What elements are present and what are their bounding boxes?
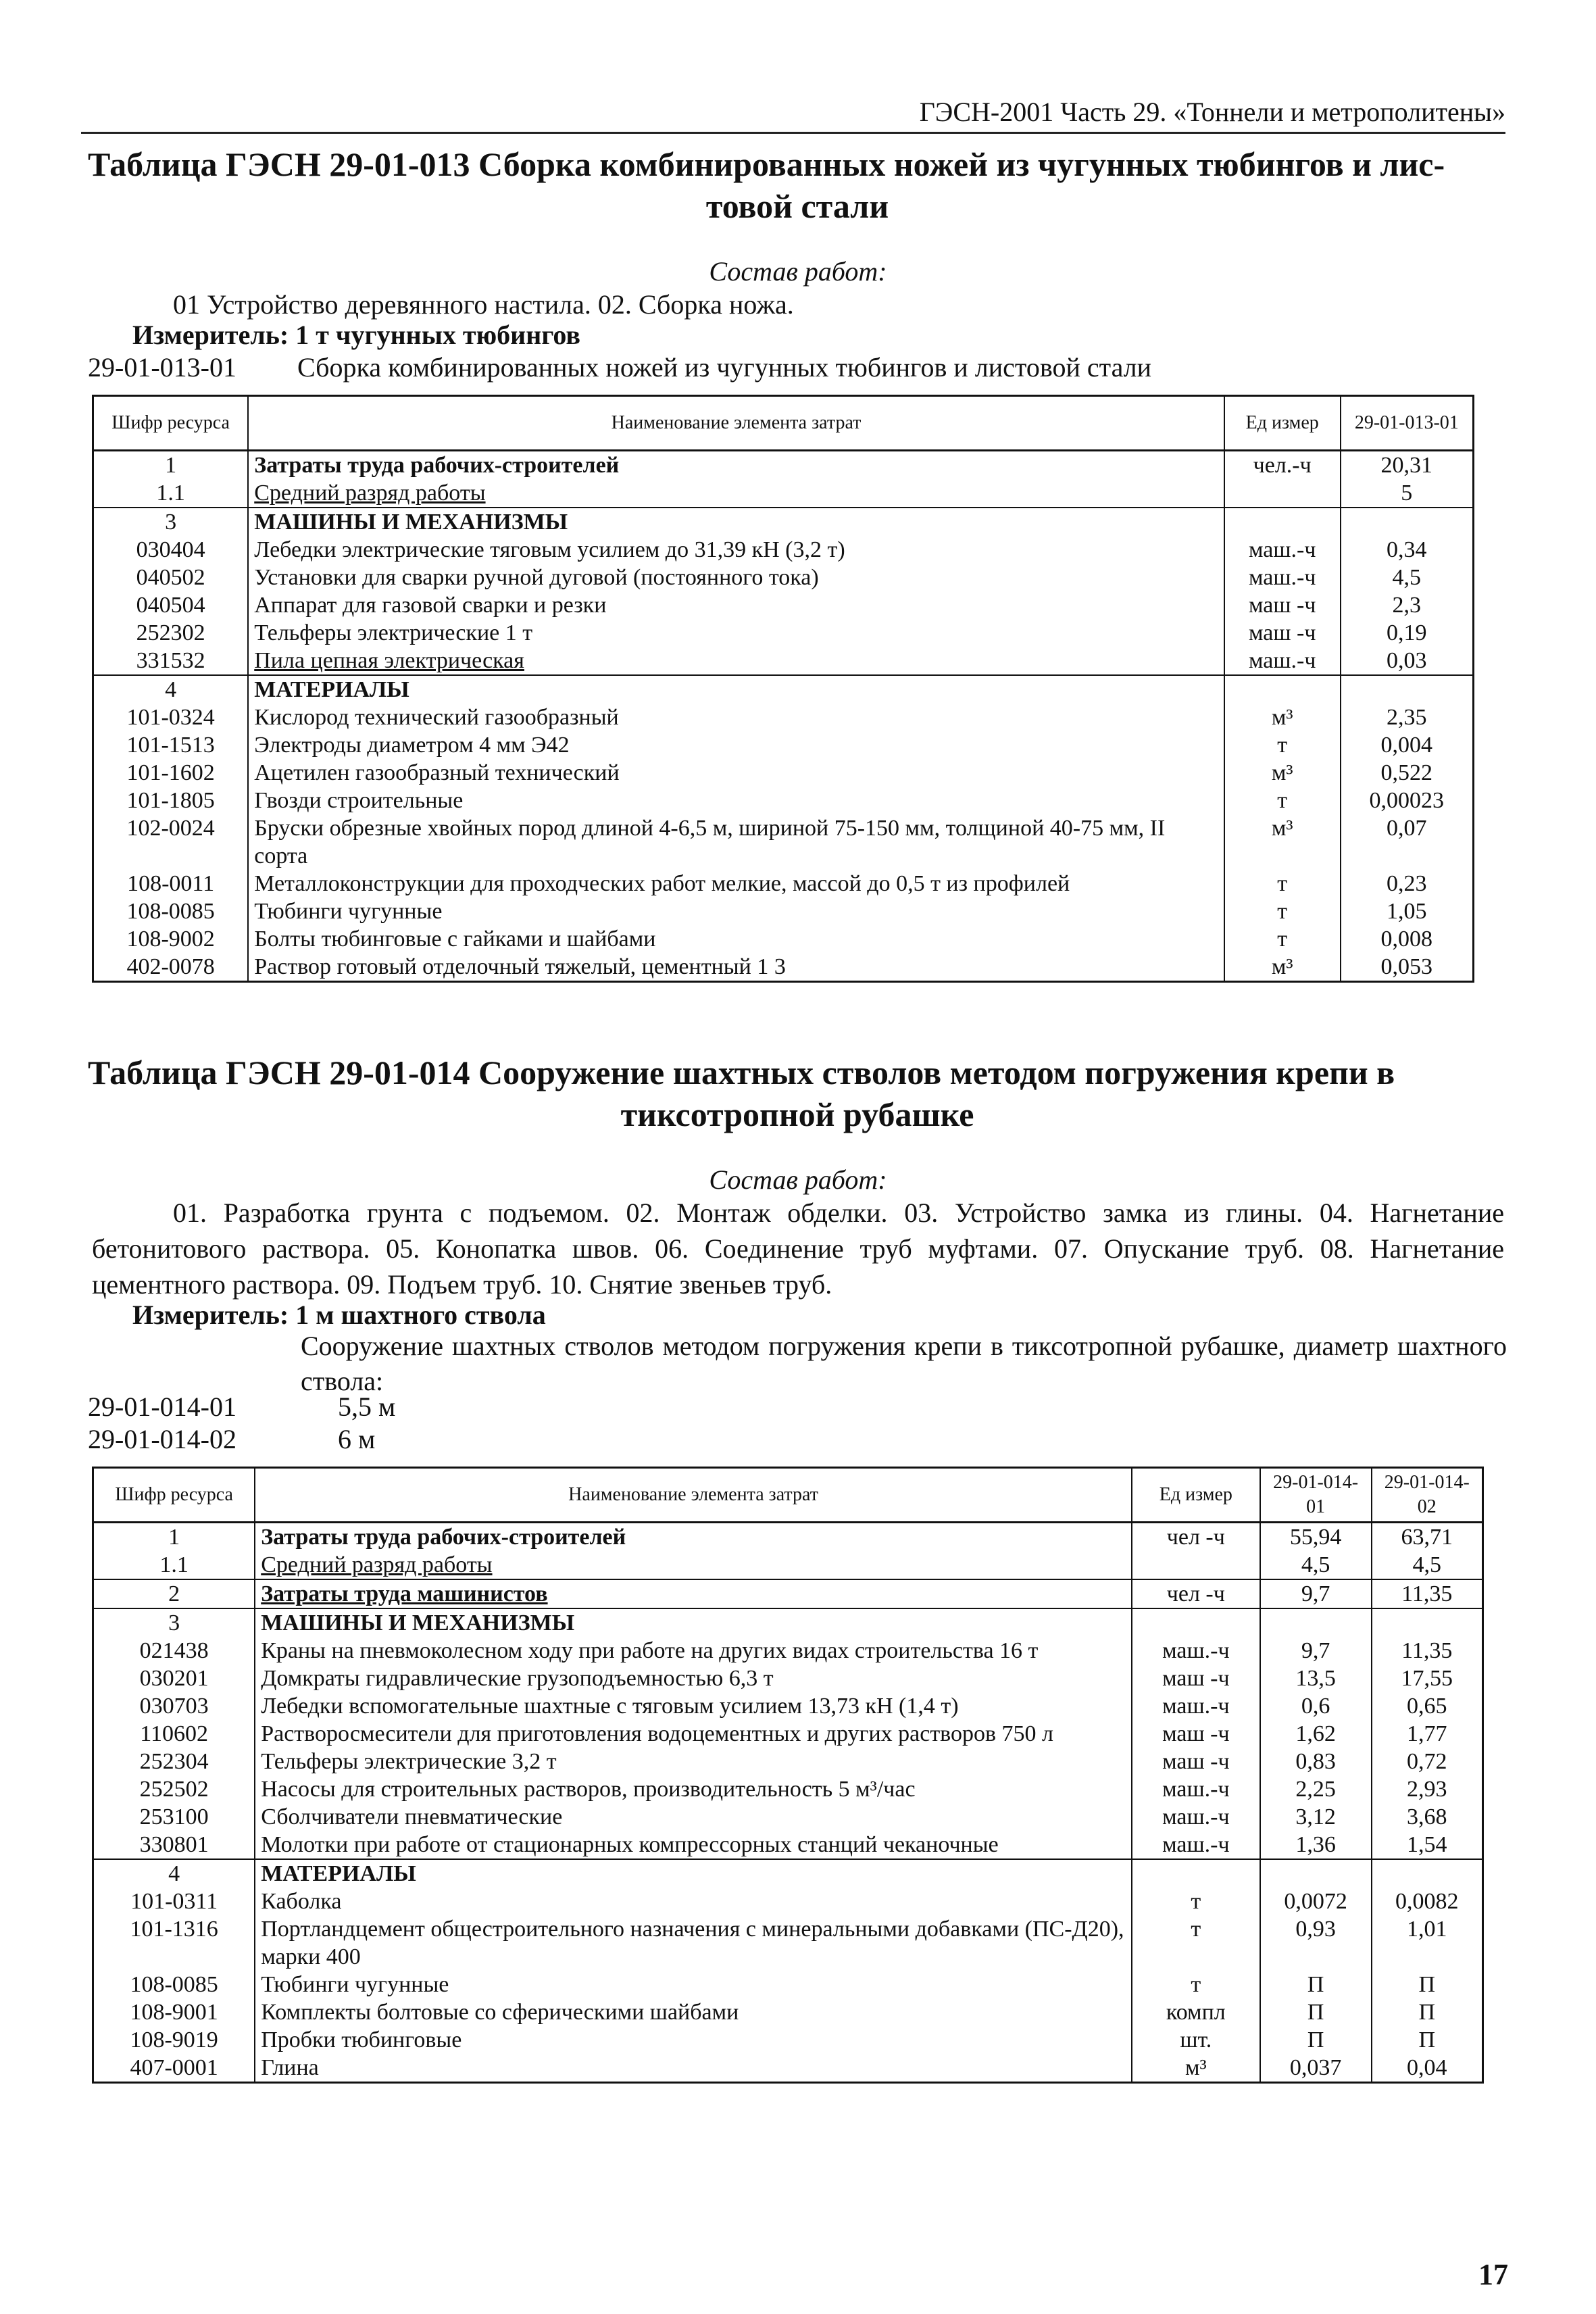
cell-v2: П [1372, 2026, 1483, 2054]
cell-code: 101-1316 [93, 1915, 255, 1971]
cell-unit: м³ [1224, 704, 1341, 731]
cell-v1: 20,31 [1341, 451, 1474, 480]
cell-unit: маш.-ч [1224, 536, 1341, 564]
cell-v1: 2,25 [1260, 1775, 1372, 1803]
cell-unit [1224, 675, 1341, 704]
table-row [93, 814, 1474, 870]
cell-unit: т [1132, 1971, 1260, 1998]
cell-v2: П [1372, 1998, 1483, 2026]
variant-code: 29-01-013-01 [88, 352, 236, 383]
table-header-row [93, 396, 1474, 451]
resource-table-29-01-013 [92, 395, 1474, 983]
table-row [93, 451, 1474, 480]
table-row [93, 2026, 1483, 2054]
cell-name: Пробки тюбинговые [255, 2026, 1132, 2054]
col-header-v2: 29-01-014-02 [1372, 1468, 1483, 1523]
cell-v1 [1341, 508, 1474, 536]
cell-code: 252302 [93, 619, 249, 647]
cell-v2: П [1372, 1971, 1483, 1998]
cell-v2: 0,04 [1372, 2054, 1483, 2083]
table-row [93, 1551, 1483, 1579]
cell-name: Аппарат для газовой сварки и резки [248, 591, 1224, 619]
cell-unit: т [1132, 1888, 1260, 1915]
table-row [93, 1888, 1483, 1915]
cell-name: Тельферы электрические 3,2 т [255, 1748, 1132, 1775]
cell-name: МАТЕРИАЛЫ [255, 1859, 1132, 1888]
cell-unit: маш.-ч [1132, 1637, 1260, 1665]
col-header-v1: 29-01-014-01 [1260, 1468, 1372, 1523]
table-row [93, 953, 1474, 982]
cell-v2: 0,72 [1372, 1748, 1483, 1775]
cell-name: Затраты труда рабочих-строителей [248, 451, 1224, 480]
cell-unit: т [1224, 731, 1341, 759]
cell-name: МАШИНЫ И МЕХАНИЗМЫ [248, 508, 1224, 536]
cell-v1 [1260, 1859, 1372, 1888]
table-row [93, 1523, 1483, 1552]
table-header-row [93, 1468, 1483, 1523]
cell-v1: 0,522 [1341, 759, 1474, 787]
composition-text: 01 Устройство деревянного настила. 02. Сборка ножа. [173, 289, 794, 320]
meter-label: Измеритель: 1 т чугунных тюбингов [132, 320, 581, 350]
cell-code: 101-0311 [93, 1888, 255, 1915]
col-header-name: Наименование элемента затрат [255, 1468, 1132, 1523]
cell-code: 4 [93, 1859, 255, 1888]
cell-unit [1224, 479, 1341, 508]
cell-unit: т [1224, 870, 1341, 897]
cell-name: Тюбинги чугунные [248, 897, 1224, 925]
cell-code: 331532 [93, 647, 249, 675]
table-row [93, 1998, 1483, 2026]
cell-v1: 0,93 [1260, 1915, 1372, 1971]
cell-code: 253100 [93, 1803, 255, 1831]
cell-v1: 0,0072 [1260, 1888, 1372, 1915]
cell-unit: чел.-ч [1224, 451, 1341, 480]
cell-code: 252304 [93, 1748, 255, 1775]
cell-name: Тельферы электрические 1 т [248, 619, 1224, 647]
cell-name: Растворосмесители для приготовления водоцементных и других растворов 750 л [255, 1720, 1132, 1748]
cell-v2 [1372, 1859, 1483, 1888]
table-row [93, 2054, 1483, 2083]
cell-code: 108-9001 [93, 1998, 255, 2026]
cell-name: Лебедки электрические тяговым усилием до 31,39 кН (3,2 т) [248, 536, 1224, 564]
table-row [93, 1859, 1483, 1888]
cell-code: 030703 [93, 1692, 255, 1720]
cell-v2: 1,54 [1372, 1831, 1483, 1859]
cell-code: 101-1513 [93, 731, 249, 759]
variant-value: 5,5 м [338, 1392, 396, 1422]
cell-v1: 0,07 [1341, 814, 1474, 870]
cell-v1: 0,053 [1341, 953, 1474, 982]
table-row [93, 1803, 1483, 1831]
col-header-v1: 29-01-013-01 [1341, 396, 1474, 451]
table-row [93, 1608, 1483, 1637]
cell-code: 108-0085 [93, 1971, 255, 1998]
cell-name: Кислород технический газообразный [248, 704, 1224, 731]
table-row [93, 591, 1474, 619]
variant-value: 6 м [338, 1424, 376, 1454]
table-row [93, 1915, 1483, 1971]
composition-heading: Состав работ: [709, 256, 887, 287]
variant-description: Сооружение шахтных стволов методом погружения крепи в тиксотропной рубашке, диаметр шахтного ствола: [301, 1331, 1507, 1396]
table-row [93, 925, 1474, 953]
resource-table-29-01-014 [92, 1467, 1484, 2084]
cell-unit: м³ [1224, 759, 1341, 787]
cell-code: 108-9019 [93, 2026, 255, 2054]
cell-v1: 0,19 [1341, 619, 1474, 647]
cell-code: 021438 [93, 1637, 255, 1665]
cell-unit [1132, 1859, 1260, 1888]
cell-name: Молотки при работе от стационарных компрессорных станций чеканочные [255, 1831, 1132, 1859]
cell-name: Краны на пневмоколесном ходу при работе на других видах строительства 16 т [255, 1637, 1132, 1665]
cell-code: 101-1602 [93, 759, 249, 787]
cell-v1: 4,5 [1260, 1551, 1372, 1579]
cell-code: 407-0001 [93, 2054, 255, 2083]
cell-v1: 5 [1341, 479, 1474, 508]
table-row [93, 1720, 1483, 1748]
cell-code: 108-0011 [93, 870, 249, 897]
cell-name: Бруски обрезные хвойных пород длиной 4-6,5 м, шириной 75-150 мм, толщиной 40-75 мм, II сорта [248, 814, 1224, 870]
cell-v1 [1260, 1608, 1372, 1637]
cell-v1: 1,05 [1341, 897, 1474, 925]
cell-unit: компл [1132, 1998, 1260, 2026]
cell-v1: 0,6 [1260, 1692, 1372, 1720]
cell-code: 030404 [93, 536, 249, 564]
cell-code: 101-0324 [93, 704, 249, 731]
cell-v1: 0,34 [1341, 536, 1474, 564]
cell-name: Установки для сварки ручной дуговой (постоянного тока) [248, 564, 1224, 591]
table-row [93, 619, 1474, 647]
cell-v1: 2,35 [1341, 704, 1474, 731]
cell-code: 040502 [93, 564, 249, 591]
cell-unit: м³ [1224, 814, 1341, 870]
cell-v1: 1,36 [1260, 1831, 1372, 1859]
cell-v1: 4,5 [1341, 564, 1474, 591]
cell-v2: 3,68 [1372, 1803, 1483, 1831]
cell-unit: маш.-ч [1132, 1692, 1260, 1720]
cell-v1: 0,83 [1260, 1748, 1372, 1775]
col-header-code: Шифр ресурса [93, 396, 249, 451]
cell-name: Портландцемент общестроительного назначения с минеральными добавками (ПС-Д20), марки 400 [255, 1915, 1132, 1971]
cell-name: МАТЕРИАЛЫ [248, 675, 1224, 704]
table-title-29-01-014: Таблица ГЭСН 29-01-014 Сооружение шахтных стволов методом погружения крепи в тиксотропной рубашке [88, 1054, 1395, 1133]
running-header: ГЭСН-2001 Часть 29. «Тоннели и метрополитены» [81, 96, 1505, 134]
col-header-unit: Ед измер [1132, 1468, 1260, 1523]
cell-unit: чел -ч [1132, 1579, 1260, 1608]
cell-unit: чел -ч [1132, 1523, 1260, 1552]
cell-unit: маш -ч [1132, 1665, 1260, 1692]
cell-code: 2 [93, 1579, 255, 1608]
cell-name: Затраты труда рабочих-строителей [255, 1523, 1132, 1552]
col-header-code: Шифр ресурса [93, 1468, 255, 1523]
cell-v1: 13,5 [1260, 1665, 1372, 1692]
cell-unit [1132, 1608, 1260, 1637]
cell-v1: 0,23 [1341, 870, 1474, 897]
cell-code: 030201 [93, 1665, 255, 1692]
cell-name: Электроды диаметром 4 мм Э42 [248, 731, 1224, 759]
cell-code: 330801 [93, 1831, 255, 1859]
cell-name: Каболка [255, 1888, 1132, 1915]
cell-v1: П [1260, 1971, 1372, 1998]
cell-unit: т [1224, 925, 1341, 953]
meter-label: Измеритель: 1 м шахтного ствола [132, 1300, 546, 1330]
table-row [93, 731, 1474, 759]
cell-unit: м³ [1224, 953, 1341, 982]
table-row [93, 1692, 1483, 1720]
cell-code: 4 [93, 675, 249, 704]
cell-name: МАШИНЫ И МЕХАНИЗМЫ [255, 1608, 1132, 1637]
cell-v1: П [1260, 1998, 1372, 2026]
cell-code: 102-0024 [93, 814, 249, 870]
table-row [93, 897, 1474, 925]
page-number: 17 [1478, 2258, 1508, 2291]
table-row [93, 704, 1474, 731]
cell-unit: шт. [1132, 2026, 1260, 2054]
cell-name: Средний разряд работы [255, 1551, 1132, 1579]
variant-line [88, 1391, 395, 1423]
cell-v1: 55,94 [1260, 1523, 1372, 1552]
cell-name: Болты тюбинговые с гайками и шайбами [248, 925, 1224, 953]
cell-unit: т [1224, 787, 1341, 814]
cell-name: Тюбинги чугунные [255, 1971, 1132, 1998]
cell-unit: т [1224, 897, 1341, 925]
cell-v2: 0,65 [1372, 1692, 1483, 1720]
table-row [93, 536, 1474, 564]
table-row [93, 1971, 1483, 1998]
cell-name: Сболчиватели пневматические [255, 1803, 1132, 1831]
cell-v2: 1,77 [1372, 1720, 1483, 1748]
cell-name: Домкраты гидравлические грузоподъемностью 6,3 т [255, 1665, 1132, 1692]
cell-code: 1 [93, 451, 249, 480]
table-row [93, 479, 1474, 508]
table-row [93, 1637, 1483, 1665]
cell-v1: 0,004 [1341, 731, 1474, 759]
cell-unit: т [1132, 1915, 1260, 1971]
cell-name: Комплекты болтовые со сферическими шайбами [255, 1998, 1132, 2026]
cell-unit: маш.-ч [1224, 647, 1341, 675]
cell-unit: маш.-ч [1132, 1803, 1260, 1831]
cell-v2: 1,01 [1372, 1915, 1483, 1971]
cell-code: 108-0085 [93, 897, 249, 925]
table-row [93, 1775, 1483, 1803]
table-row [93, 759, 1474, 787]
cell-code: 1.1 [93, 479, 249, 508]
cell-code: 101-1805 [93, 787, 249, 814]
cell-v1: П [1260, 2026, 1372, 2054]
cell-unit: маш -ч [1224, 619, 1341, 647]
cell-v2: 11,35 [1372, 1637, 1483, 1665]
cell-v2: 17,55 [1372, 1665, 1483, 1692]
cell-v1 [1341, 675, 1474, 704]
cell-name: Лебедки вспомогательные шахтные с тяговым усилием 13,73 кН (1,4 т) [255, 1692, 1132, 1720]
cell-unit: маш.-ч [1224, 564, 1341, 591]
variant-line [88, 1423, 375, 1455]
table-row [93, 1579, 1483, 1608]
cell-name: Гвозди строительные [248, 787, 1224, 814]
table-row [93, 1748, 1483, 1775]
cell-code: 3 [93, 1608, 255, 1637]
table-row [93, 564, 1474, 591]
cell-v2: 11,35 [1372, 1579, 1483, 1608]
table-row [93, 675, 1474, 704]
cell-code: 402-0078 [93, 953, 249, 982]
cell-v1: 0,03 [1341, 647, 1474, 675]
cell-name: Металлоконструкции для проходческих работ мелкие, массой до 0,5 т из профилей [248, 870, 1224, 897]
cell-unit: маш -ч [1132, 1720, 1260, 1748]
cell-v1: 0,037 [1260, 2054, 1372, 2083]
cell-unit: м³ [1132, 2054, 1260, 2083]
variant-code: 29-01-014-01 [88, 1392, 236, 1422]
cell-code: 040504 [93, 591, 249, 619]
variant-code: 29-01-014-02 [88, 1424, 236, 1454]
cell-v2: 63,71 [1372, 1523, 1483, 1552]
cell-v2 [1372, 1608, 1483, 1637]
cell-name: Раствор готовый отделочный тяжелый, цементный 1 3 [248, 953, 1224, 982]
col-header-unit: Ед измер [1224, 396, 1341, 451]
table-row [93, 1665, 1483, 1692]
cell-v1: 9,7 [1260, 1637, 1372, 1665]
table-row [93, 508, 1474, 536]
cell-name: Ацетилен газообразный технический [248, 759, 1224, 787]
variant-line [88, 351, 1151, 383]
col-header-name: Наименование элемента затрат [248, 396, 1224, 451]
cell-v1: 0,00023 [1341, 787, 1474, 814]
cell-v2: 0,0082 [1372, 1888, 1483, 1915]
composition-heading: Состав работ: [709, 1164, 887, 1195]
cell-v1: 1,62 [1260, 1720, 1372, 1748]
table-row [93, 787, 1474, 814]
cell-v1: 9,7 [1260, 1579, 1372, 1608]
cell-code: 1.1 [93, 1551, 255, 1579]
cell-v2: 2,93 [1372, 1775, 1483, 1803]
cell-unit: маш -ч [1224, 591, 1341, 619]
cell-v1: 2,3 [1341, 591, 1474, 619]
cell-unit: маш.-ч [1132, 1831, 1260, 1859]
cell-unit: маш -ч [1132, 1748, 1260, 1775]
variant-name: Сборка комбинированных ножей из чугунных тюбингов и листовой стали [297, 352, 1152, 383]
composition-text: 01. Разработка грунта с подъемом. 02. Монтаж обделки. 03. Устройство замка из глины. 04. Нагнетание бетонитового раствора. 05. Конопатка швов. 06. Соединение труб муфтами. 07. Опускание труб. 08. Нагнетание цементного раствора. 09. Подъем труб. 10. Снятие звеньев труб. [92, 1198, 1504, 1300]
cell-code: 1 [93, 1523, 255, 1552]
cell-code: 252502 [93, 1775, 255, 1803]
cell-code: 108-9002 [93, 925, 249, 953]
cell-code: 110602 [93, 1720, 255, 1748]
table-row [93, 647, 1474, 675]
cell-unit [1132, 1551, 1260, 1579]
table-title-29-01-013: Таблица ГЭСН 29-01-013 Сборка комбинированных ножей из чугунных тюбингов и лис- товой стали [88, 145, 1445, 225]
cell-name: Глина [255, 2054, 1132, 2083]
cell-name: Пила цепная электрическая [248, 647, 1224, 675]
cell-name: Средний разряд работы [248, 479, 1224, 508]
table-row [93, 870, 1474, 897]
cell-v2: 4,5 [1372, 1551, 1483, 1579]
cell-unit [1224, 508, 1341, 536]
cell-unit: маш.-ч [1132, 1775, 1260, 1803]
cell-v1: 3,12 [1260, 1803, 1372, 1831]
cell-v1: 0,008 [1341, 925, 1474, 953]
cell-code: 3 [93, 508, 249, 536]
cell-name: Затраты труда машинистов [255, 1579, 1132, 1608]
cell-name: Насосы для строительных растворов, производительность 5 м³/час [255, 1775, 1132, 1803]
table-row [93, 1831, 1483, 1859]
